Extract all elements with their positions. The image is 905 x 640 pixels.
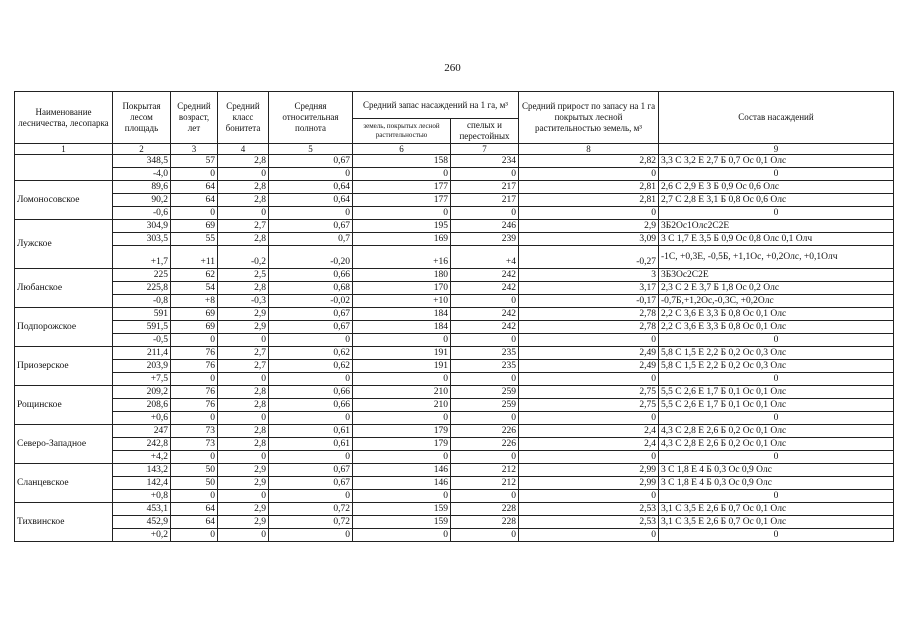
cell-value: 0 xyxy=(451,412,519,425)
cell-composition: 0 xyxy=(659,529,894,542)
cell-value: 62 xyxy=(171,269,218,282)
cell-value: 0 xyxy=(519,373,659,386)
cell-value: 2,75 xyxy=(519,399,659,412)
cell-value: 0 xyxy=(218,451,269,464)
cell-value: -0,02 xyxy=(269,295,353,308)
cell-value: 2,8 xyxy=(218,425,269,438)
cell-value: +1,7 xyxy=(113,246,171,269)
cell-value: 0,66 xyxy=(269,386,353,399)
cell-value: 2,7 xyxy=(218,347,269,360)
cell-value: 0 xyxy=(269,207,353,220)
cell-value: 146 xyxy=(353,464,451,477)
cell-value: 0 xyxy=(269,529,353,542)
cell-value: 179 xyxy=(353,425,451,438)
cell-value: 0 xyxy=(353,334,451,347)
cell-value: 0 xyxy=(218,168,269,181)
cell-composition: 3,1 С 3,5 Е 2,6 Б 0,7 Ос 0,1 Олс xyxy=(659,503,894,516)
cell-value: 0 xyxy=(269,334,353,347)
cell-value: 142,4 xyxy=(113,477,171,490)
cell-value: 0,61 xyxy=(269,425,353,438)
cell-value: 2,9 xyxy=(218,516,269,529)
cell-value: 2,8 xyxy=(218,399,269,412)
cell-value: 55 xyxy=(171,233,218,246)
column-number: 5 xyxy=(269,144,353,155)
cell-value: 239 xyxy=(451,233,519,246)
cell-value: -0,17 xyxy=(519,295,659,308)
cell-value: 2,99 xyxy=(519,464,659,477)
table-row xyxy=(15,477,894,490)
cell-value: 2,8 xyxy=(218,194,269,207)
column-number: 7 xyxy=(451,144,519,155)
cell-composition: 0 xyxy=(659,451,894,464)
cell-value: 0 xyxy=(519,168,659,181)
cell-value: 0 xyxy=(218,207,269,220)
cell-value: 0,66 xyxy=(269,399,353,412)
cell-value: 2,49 xyxy=(519,347,659,360)
cell-value: 64 xyxy=(171,194,218,207)
cell-composition: 2,3 С 2 Е 3,7 Б 1,8 Ос 0,2 Олс xyxy=(659,282,894,295)
cell-value: 0 xyxy=(353,451,451,464)
cell-value: 177 xyxy=(353,181,451,194)
cell-value: 177 xyxy=(353,194,451,207)
cell-value: -0,8 xyxy=(113,295,171,308)
cell-value: 0,62 xyxy=(269,360,353,373)
cell-value: 0,72 xyxy=(269,516,353,529)
cell-value: 0 xyxy=(171,412,218,425)
forestry-name: Лужское xyxy=(15,220,113,269)
cell-value: 0 xyxy=(353,490,451,503)
cell-value: 0 xyxy=(451,529,519,542)
cell-value: 234 xyxy=(451,155,519,168)
cell-value: 235 xyxy=(451,347,519,360)
cell-value: +16 xyxy=(353,246,451,269)
cell-value: 0 xyxy=(171,373,218,386)
cell-value: 0 xyxy=(451,207,519,220)
cell-value: 0 xyxy=(519,529,659,542)
forestry-name: Подпорожское xyxy=(15,308,113,347)
cell-value: 76 xyxy=(171,399,218,412)
cell-value: 2,78 xyxy=(519,321,659,334)
cell-value: 2,8 xyxy=(218,438,269,451)
cell-value: 69 xyxy=(171,308,218,321)
cell-value: 180 xyxy=(353,269,451,282)
cell-value: 0 xyxy=(353,412,451,425)
cell-value: 303,5 xyxy=(113,233,171,246)
cell-value: 143,2 xyxy=(113,464,171,477)
cell-value: 591 xyxy=(113,308,171,321)
table-row xyxy=(15,425,894,438)
forestry-name: Сланцевское xyxy=(15,464,113,503)
cell-value: 304,9 xyxy=(113,220,171,233)
cell-value: 90,2 xyxy=(113,194,171,207)
cell-value: 184 xyxy=(353,321,451,334)
cell-value: 0,67 xyxy=(269,464,353,477)
cell-value: 0 xyxy=(519,451,659,464)
table-row xyxy=(15,269,894,282)
forestry-name: Ломоносовское xyxy=(15,181,113,220)
cell-value: +8 xyxy=(171,295,218,308)
cell-value: 0,68 xyxy=(269,282,353,295)
header-stock-group: Средний запас насаждений на 1 га, м³ xyxy=(353,92,519,119)
cell-value: 0,67 xyxy=(269,155,353,168)
cell-composition: 2,2 С 3,6 Е 3,3 Б 0,8 Ос 0,1 Олс xyxy=(659,321,894,334)
cell-value: 184 xyxy=(353,308,451,321)
table-row xyxy=(15,373,894,386)
cell-value: 225 xyxy=(113,269,171,282)
cell-value: 235 xyxy=(451,360,519,373)
cell-value: 69 xyxy=(171,321,218,334)
cell-value: 2,9 xyxy=(218,477,269,490)
cell-value: 64 xyxy=(171,516,218,529)
cell-value: 348,5 xyxy=(113,155,171,168)
cell-value: 0 xyxy=(218,490,269,503)
cell-value: 209,2 xyxy=(113,386,171,399)
cell-value: 0 xyxy=(269,412,353,425)
cell-value: 0 xyxy=(171,451,218,464)
cell-composition: 3,3 С 3,2 Е 2,7 Б 0,7 Ос 0,1 Олс xyxy=(659,155,894,168)
forestry-name xyxy=(15,155,113,181)
column-number: 3 xyxy=(171,144,218,155)
column-number: 4 xyxy=(218,144,269,155)
cell-value: 76 xyxy=(171,360,218,373)
column-number: 9 xyxy=(659,144,894,155)
header-density: Средняя относительная полнота xyxy=(269,92,353,144)
cell-value: 0,64 xyxy=(269,181,353,194)
cell-value: -0,5 xyxy=(113,334,171,347)
cell-composition: 5,5 С 2,6 Е 1,7 Б 0,1 Ос 0,1 Олс xyxy=(659,399,894,412)
cell-value: 0 xyxy=(519,490,659,503)
cell-value: +0,2 xyxy=(113,529,171,542)
cell-composition: -1С, +0,3Е, -0,5Б, +1,1Ос, +0,2Олс, +0,1Олч xyxy=(659,246,894,269)
cell-composition: 5,8 С 1,5 Е 2,2 Б 0,2 Ос 0,3 Олс xyxy=(659,360,894,373)
cell-composition: 3,1 С 3,5 Е 2,6 Б 0,7 Ос 0,1 Олс xyxy=(659,516,894,529)
cell-value: +4 xyxy=(451,246,519,269)
cell-value: 2,8 xyxy=(218,282,269,295)
cell-value: 64 xyxy=(171,181,218,194)
cell-value: 57 xyxy=(171,155,218,168)
cell-value: 0 xyxy=(451,451,519,464)
cell-value: 226 xyxy=(451,438,519,451)
cell-value: 0 xyxy=(218,334,269,347)
table-row xyxy=(15,155,894,168)
forestry-name: Северо-Западное xyxy=(15,425,113,464)
cell-composition: 3 С 1,8 Е 4 Б 0,3 Ос 0,9 Олс xyxy=(659,464,894,477)
cell-composition: 0 xyxy=(659,373,894,386)
cell-value: 242 xyxy=(451,308,519,321)
table-row xyxy=(15,246,894,269)
cell-value: 242,8 xyxy=(113,438,171,451)
cell-value: 50 xyxy=(171,477,218,490)
cell-value: 2,49 xyxy=(519,360,659,373)
cell-value: 2,4 xyxy=(519,425,659,438)
cell-value: 0,72 xyxy=(269,503,353,516)
cell-value: 2,9 xyxy=(218,503,269,516)
cell-value: 0 xyxy=(353,207,451,220)
cell-value: 2,7 xyxy=(218,360,269,373)
cell-value: 89,6 xyxy=(113,181,171,194)
cell-value: 0 xyxy=(451,168,519,181)
cell-composition: 3 С 1,7 Е 3,5 Б 0,9 Ос 0,8 Олс 0,1 Олч xyxy=(659,233,894,246)
cell-composition: -0,7Б,+1,2Ос,-0,3С, +0,2Олс xyxy=(659,295,894,308)
cell-value: 159 xyxy=(353,503,451,516)
cell-value: 2,81 xyxy=(519,194,659,207)
cell-composition: 2,7 С 2,8 Е 3,1 Б 0,8 Ос 0,6 Олс xyxy=(659,194,894,207)
cell-value: 158 xyxy=(353,155,451,168)
cell-value: 2,8 xyxy=(218,386,269,399)
cell-composition: 5,8 С 1,5 Е 2,2 Б 0,2 Ос 0,3 Олс xyxy=(659,347,894,360)
table-row xyxy=(15,194,894,207)
table-row xyxy=(15,233,894,246)
header-stock-ripe: спелых и перестойных xyxy=(451,119,519,144)
table-row xyxy=(15,295,894,308)
cell-value: 0 xyxy=(353,373,451,386)
cell-value: 591,5 xyxy=(113,321,171,334)
cell-value: 146 xyxy=(353,477,451,490)
cell-value: -0,3 xyxy=(218,295,269,308)
cell-value: 0,61 xyxy=(269,438,353,451)
cell-value: 259 xyxy=(451,386,519,399)
cell-value: +0,8 xyxy=(113,490,171,503)
table-row xyxy=(15,464,894,477)
cell-value: -0,27 xyxy=(519,246,659,269)
cell-value: +10 xyxy=(353,295,451,308)
cell-value: 191 xyxy=(353,360,451,373)
cell-value: 0 xyxy=(171,490,218,503)
cell-value: 203,9 xyxy=(113,360,171,373)
table-row xyxy=(15,438,894,451)
table-row xyxy=(15,282,894,295)
table-row xyxy=(15,181,894,194)
cell-value: 0 xyxy=(451,334,519,347)
cell-value: 2,53 xyxy=(519,503,659,516)
page-number: 260 xyxy=(444,62,461,74)
cell-value: 76 xyxy=(171,386,218,399)
cell-value: 2,8 xyxy=(218,181,269,194)
column-numbers-row xyxy=(15,144,894,155)
cell-value: 0 xyxy=(218,412,269,425)
cell-value: 2,81 xyxy=(519,181,659,194)
cell-value: 2,7 xyxy=(218,220,269,233)
cell-composition: 0 xyxy=(659,207,894,220)
cell-value: 0 xyxy=(519,412,659,425)
cell-value: 0 xyxy=(171,529,218,542)
column-number: 6 xyxy=(353,144,451,155)
cell-value: 226 xyxy=(451,425,519,438)
header-stock-covered: земель, покрытых лесной растительностью xyxy=(353,119,451,144)
table-body xyxy=(15,155,894,542)
cell-value: 0 xyxy=(451,490,519,503)
cell-composition: 0 xyxy=(659,490,894,503)
cell-value: 212 xyxy=(451,477,519,490)
cell-value: 0 xyxy=(519,334,659,347)
cell-value: 0 xyxy=(451,373,519,386)
column-number: 8 xyxy=(519,144,659,155)
cell-value: 0,62 xyxy=(269,347,353,360)
table-row xyxy=(15,490,894,503)
cell-value: 0,67 xyxy=(269,477,353,490)
column-number: 1 xyxy=(15,144,113,155)
cell-value: 2,9 xyxy=(218,308,269,321)
table-row xyxy=(15,451,894,464)
cell-value: 246 xyxy=(451,220,519,233)
cell-value: 0 xyxy=(269,373,353,386)
cell-value: 195 xyxy=(353,220,451,233)
header-class: Средний класс бонитета xyxy=(218,92,269,144)
cell-value: -0,20 xyxy=(269,246,353,269)
header-growth: Средний прирост по запасу на 1 га покрытых лесной растительностью земель, м³ xyxy=(519,92,659,144)
cell-composition: 2,6 С 2,9 Е 3 Б 0,9 Ос 0,6 Олс xyxy=(659,181,894,194)
cell-value: 54 xyxy=(171,282,218,295)
cell-value: 76 xyxy=(171,347,218,360)
header-age: Средний возраст, лет xyxy=(171,92,218,144)
table-row xyxy=(15,412,894,425)
cell-value: 64 xyxy=(171,503,218,516)
cell-value: 3,09 xyxy=(519,233,659,246)
cell-value: +4,2 xyxy=(113,451,171,464)
cell-value: 0,66 xyxy=(269,269,353,282)
cell-value: 2,5 xyxy=(218,269,269,282)
cell-value: 259 xyxy=(451,399,519,412)
cell-value: 191 xyxy=(353,347,451,360)
column-number: 2 xyxy=(113,144,171,155)
cell-composition: 3 С 1,8 Е 4 Б 0,3 Ос 0,9 Олс xyxy=(659,477,894,490)
cell-value: 0,67 xyxy=(269,321,353,334)
cell-value: +7,5 xyxy=(113,373,171,386)
forestry-name: Тихвинское xyxy=(15,503,113,542)
cell-value: 217 xyxy=(451,181,519,194)
cell-composition: 3Б2Ос1Олс2С2Е xyxy=(659,220,894,233)
cell-value: -0,2 xyxy=(218,246,269,269)
cell-value: 210 xyxy=(353,386,451,399)
cell-value: 2,9 xyxy=(519,220,659,233)
cell-value: 210 xyxy=(353,399,451,412)
cell-composition: 0 xyxy=(659,334,894,347)
cell-composition: 0 xyxy=(659,168,894,181)
cell-value: 2,75 xyxy=(519,386,659,399)
cell-value: 0,64 xyxy=(269,194,353,207)
table-row xyxy=(15,207,894,220)
cell-value: 0 xyxy=(451,295,519,308)
cell-value: 2,4 xyxy=(519,438,659,451)
cell-value: 452,9 xyxy=(113,516,171,529)
cell-value: 0,7 xyxy=(269,233,353,246)
cell-composition: 5,5 С 2,6 Е 1,7 Б 0,1 Ос 0,1 Олс xyxy=(659,386,894,399)
cell-value: 242 xyxy=(451,269,519,282)
cell-value: 0 xyxy=(269,168,353,181)
cell-value: 179 xyxy=(353,438,451,451)
table-row xyxy=(15,321,894,334)
cell-value: 2,8 xyxy=(218,233,269,246)
cell-composition: 0 xyxy=(659,412,894,425)
cell-value: 228 xyxy=(451,503,519,516)
cell-value: -4,0 xyxy=(113,168,171,181)
cell-value: 2,9 xyxy=(218,321,269,334)
cell-value: 211,4 xyxy=(113,347,171,360)
cell-value: 3,17 xyxy=(519,282,659,295)
cell-value: 2,99 xyxy=(519,477,659,490)
table-row xyxy=(15,347,894,360)
cell-value: 0 xyxy=(353,168,451,181)
table-row xyxy=(15,334,894,347)
cell-value: 3 xyxy=(519,269,659,282)
cell-composition: 2,2 С 3,6 Е 3,3 Б 0,8 Ос 0,1 Олс xyxy=(659,308,894,321)
header-area: Покрытая лесом площадь xyxy=(113,92,171,144)
cell-value: 212 xyxy=(451,464,519,477)
cell-value: 247 xyxy=(113,425,171,438)
cell-value: 0 xyxy=(353,529,451,542)
cell-value: 208,6 xyxy=(113,399,171,412)
cell-value: 242 xyxy=(451,282,519,295)
cell-value: 2,9 xyxy=(218,464,269,477)
cell-value: 50 xyxy=(171,464,218,477)
cell-value: 2,8 xyxy=(218,155,269,168)
cell-value: 242 xyxy=(451,321,519,334)
table-row xyxy=(15,220,894,233)
cell-value: 0 xyxy=(519,207,659,220)
cell-value: 0,67 xyxy=(269,220,353,233)
cell-value: 69 xyxy=(171,220,218,233)
cell-value: 0 xyxy=(269,451,353,464)
table-row xyxy=(15,308,894,321)
cell-value: 228 xyxy=(451,516,519,529)
cell-value: 2,53 xyxy=(519,516,659,529)
header-name: Наименование лесничества, лесопарка xyxy=(15,92,113,144)
cell-value: 170 xyxy=(353,282,451,295)
cell-value: 0 xyxy=(218,373,269,386)
forestry-name: Приозерское xyxy=(15,347,113,386)
forestry-name: Рощинское xyxy=(15,386,113,425)
table-row xyxy=(15,529,894,542)
cell-value: 0 xyxy=(171,334,218,347)
table-row xyxy=(15,399,894,412)
cell-value: 73 xyxy=(171,438,218,451)
cell-value: 2,78 xyxy=(519,308,659,321)
cell-composition: 4,3 С 2,8 Е 2,6 Б 0,2 Ос 0,1 Олс xyxy=(659,438,894,451)
table-row xyxy=(15,386,894,399)
cell-value: 0 xyxy=(171,168,218,181)
cell-value: 0 xyxy=(171,207,218,220)
cell-value: +0,6 xyxy=(113,412,171,425)
table-row xyxy=(15,168,894,181)
cell-value: -0,6 xyxy=(113,207,171,220)
header-composition: Состав насаждений xyxy=(659,92,894,144)
cell-value: 159 xyxy=(353,516,451,529)
cell-value: 217 xyxy=(451,194,519,207)
table-row xyxy=(15,516,894,529)
cell-value: 169 xyxy=(353,233,451,246)
table-row xyxy=(15,503,894,516)
table-row xyxy=(15,360,894,373)
cell-value: 73 xyxy=(171,425,218,438)
cell-value: +11 xyxy=(171,246,218,269)
cell-composition: 3Б3Ос2С2Е xyxy=(659,269,894,282)
cell-value: 453,1 xyxy=(113,503,171,516)
forestry-name: Любанское xyxy=(15,269,113,308)
cell-value: 0 xyxy=(218,529,269,542)
cell-value: 0,67 xyxy=(269,308,353,321)
cell-value: 0 xyxy=(269,490,353,503)
forest-stock-table xyxy=(14,91,894,542)
cell-value: 2,82 xyxy=(519,155,659,168)
cell-composition: 4,3 С 2,8 Е 2,6 Б 0,2 Ос 0,1 Олс xyxy=(659,425,894,438)
cell-value: 225,8 xyxy=(113,282,171,295)
